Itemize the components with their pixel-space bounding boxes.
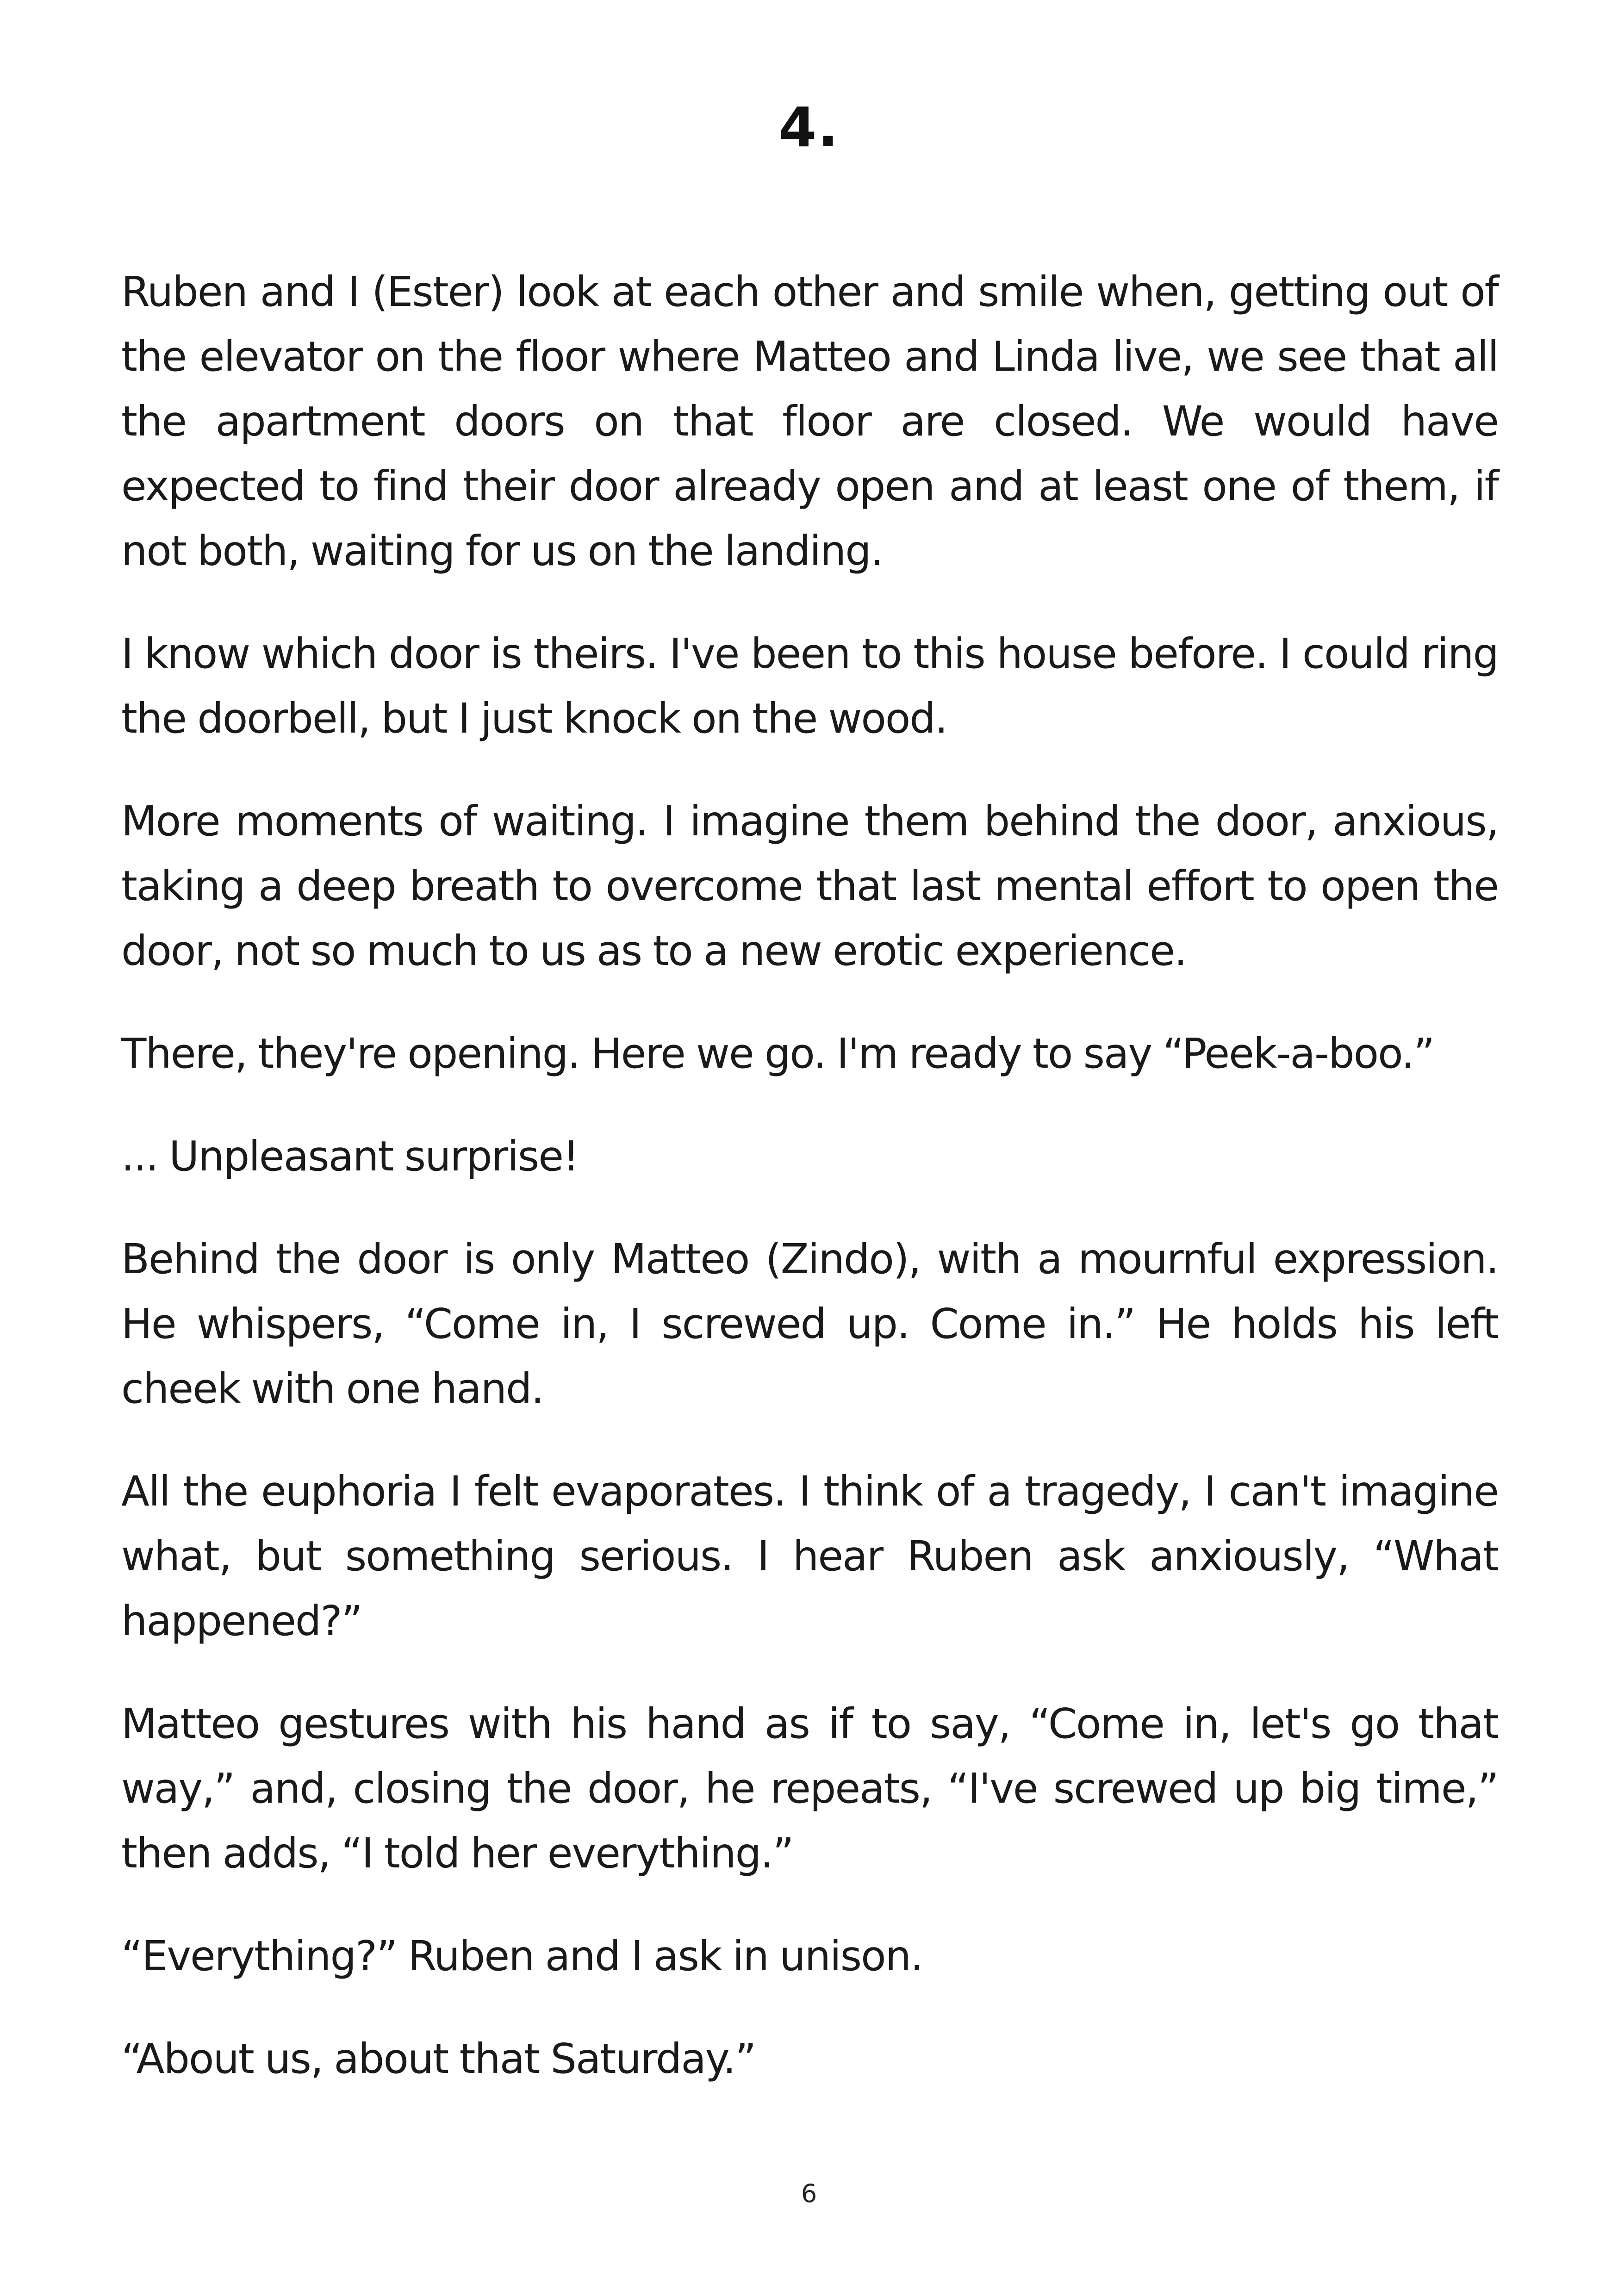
paragraph: There, they're opening. Here we go. I'm ready to say “Peek-a-boo.” <box>121 1029 1434 1077</box>
paragraph: I know which door is theirs. I've been to this house before. I could ring the doorbell, but I just knock on the wood. <box>121 629 1498 742</box>
page-number: 6 <box>801 2179 817 2208</box>
paragraph: “About us, about that Saturday.” <box>121 2035 756 2083</box>
paragraph: Ruben and I (Ester) look at each other and smile when, getting out of the elevator on the floor where Matteo and Linda live, we see that all the apartment doors on that floor are closed. We would have expected to find their door already open and at least one of them, if not both, waiting for us on the landing. <box>121 268 1498 575</box>
paragraph: “Everything?” Ruben and I ask in unison. <box>121 1932 923 1980</box>
paragraph: Matteo gestures with his hand as if to say, “Come in, let's go that way,” and, closing the door, he repeats, “I've screwed up big time,” then adds, “I told her everything.” <box>121 1699 1498 1877</box>
paragraph: ... Unpleasant surprise! <box>121 1132 579 1180</box>
chapter-number: 4. <box>778 95 840 159</box>
paragraph: Behind the door is only Matteo (Zindo), with a mournful expression. He whispers, “Come in, I screwed up. Come in.” He holds his left cheek with one hand. <box>121 1235 1498 1412</box>
paragraph: All the euphoria I felt evaporates. I think of a tragedy, I can't imagine what, but something serious. I hear Ruben ask anxiously, “What happened?” <box>121 1467 1498 1645</box>
body-text <box>121 259 1498 2129</box>
paragraph: More moments of waiting. I imagine them behind the door, anxious, taking a deep breath to overcome that last mental effort to open the door, not so much to us as to a new erotic experience. <box>121 797 1498 975</box>
